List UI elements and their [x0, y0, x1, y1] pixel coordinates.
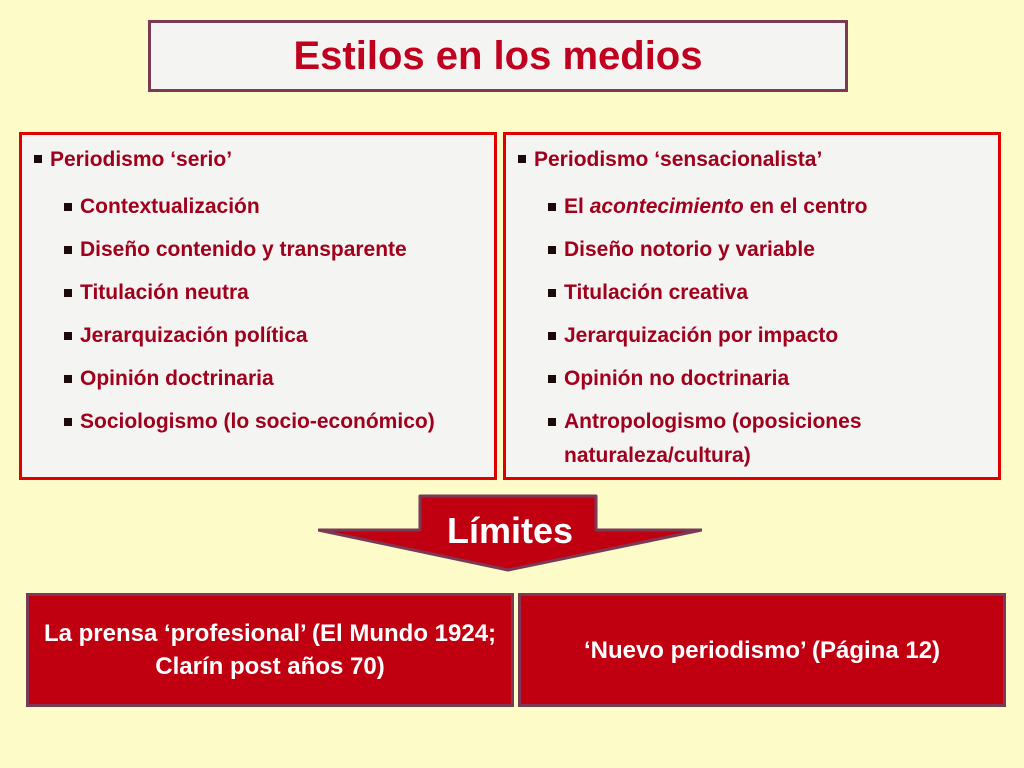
list-item [34, 405, 484, 439]
list-item [518, 233, 988, 267]
square-bullet-icon [64, 203, 72, 211]
new-journalism-text: ‘Nuevo periodismo’ (Página 12) [583, 636, 941, 664]
sensational-journalism-box [503, 132, 1001, 480]
list-item [34, 319, 484, 353]
list-item-text: Titulación neutra [80, 281, 249, 304]
list-item [34, 362, 484, 396]
title-box [148, 20, 848, 92]
list-item [34, 276, 484, 310]
square-bullet-icon [548, 332, 556, 340]
sensational-heading: Periodismo ‘sensacionalista’ [534, 148, 823, 171]
list-item-text [564, 190, 867, 224]
list-item-text: Contextualización [80, 195, 260, 218]
list-item-text: Jerarquización política [80, 324, 308, 347]
limits-arrow [318, 494, 702, 572]
square-bullet-icon [548, 246, 556, 254]
serious-journalism-box [19, 132, 497, 480]
list-item-text: Opinión no doctrinaria [564, 367, 790, 390]
square-bullet-icon [548, 203, 556, 211]
professional-press-text: La prensa ‘profesional’ (El Mundo 1924; Clarín post años 70) [43, 620, 497, 680]
limits-label: Límites [446, 510, 574, 551]
list-item-text: Diseño contenido y transparente [80, 238, 407, 261]
square-bullet-icon [518, 155, 526, 163]
square-bullet-icon [64, 289, 72, 297]
item-text-after: en el centro [743, 195, 868, 218]
list-item-text: Sociologismo (lo socio-económico) [80, 410, 435, 433]
new-journalism-box [518, 593, 1006, 707]
page-title: Estilos en los medios [293, 33, 703, 78]
item-text-before: El [564, 195, 590, 218]
square-bullet-icon [64, 332, 72, 340]
serious-heading: Periodismo ‘serio’ [50, 148, 233, 171]
list-item-text: Jerarquización por impacto [564, 324, 839, 347]
list-item [34, 190, 484, 224]
list-item [518, 405, 988, 473]
list-item-text: Diseño notorio y variable [564, 238, 815, 261]
list-item [34, 233, 484, 267]
list-item-text: Opinión doctrinaria [80, 367, 274, 390]
list-item [518, 276, 988, 310]
list-item [518, 190, 988, 224]
serious-heading-row [34, 147, 484, 173]
item-text-italic: acontecimiento [589, 195, 744, 218]
square-bullet-icon [64, 375, 72, 383]
list-item [518, 362, 988, 396]
square-bullet-icon [64, 418, 72, 426]
square-bullet-icon [548, 289, 556, 297]
sensational-heading-row [518, 147, 988, 173]
square-bullet-icon [548, 375, 556, 383]
square-bullet-icon [64, 246, 72, 254]
professional-press-box [26, 593, 514, 707]
square-bullet-icon [548, 418, 556, 426]
square-bullet-icon [34, 155, 42, 163]
list-item-text: Antropologismo (oposiciones naturaleza/cultura) [564, 410, 862, 467]
list-item [518, 319, 988, 353]
list-item-text: Titulación creativa [564, 281, 749, 304]
